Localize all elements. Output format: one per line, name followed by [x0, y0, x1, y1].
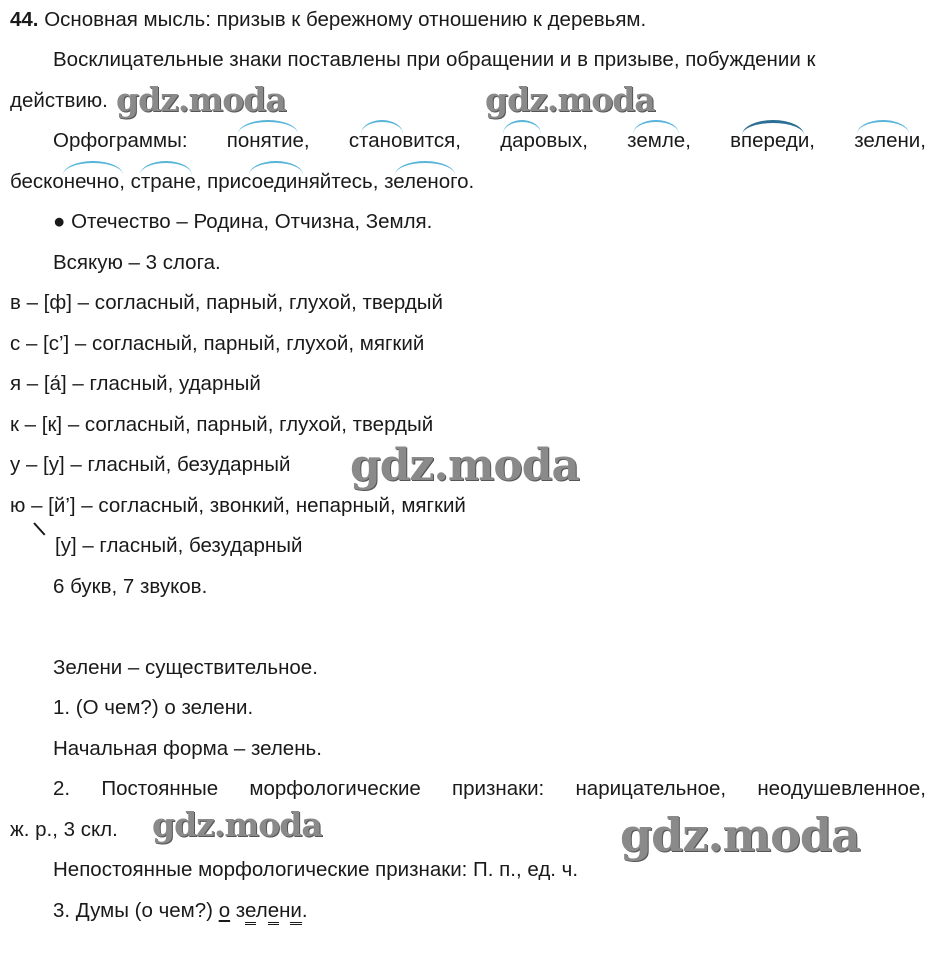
orthograms-label: Орфограммы: — [53, 129, 188, 152]
morph-point-2-end: ж. р., 3 скл. — [10, 818, 118, 841]
root-arc — [140, 161, 192, 175]
phonetic-row: у – [у] – гласный, безударный — [10, 453, 291, 476]
phonetic-row: с – [с’] – согласный, парный, глухой, мягкий — [10, 332, 425, 355]
synonyms-line: ● Отечество – Родина, Отчизна, Земля. — [53, 210, 433, 233]
orthogram-word: зеленого. — [384, 170, 474, 194]
phonetic-row: в – [ф] – согласный, парный, глухой, твердый — [10, 291, 443, 314]
orthogram-word: земле, — [627, 129, 691, 153]
root-arc — [249, 161, 303, 175]
orthograms-line-1 — [53, 129, 926, 153]
orthograms-line-2 — [10, 170, 926, 194]
orthogram-word: даровых, — [500, 129, 588, 153]
orthogram-word: понятие, — [227, 129, 310, 153]
watermark: gdz.moda — [116, 80, 286, 119]
morph-point-1: 1. (О чем?) о зелени. — [53, 696, 254, 719]
orthogram-word: стране, — [131, 170, 202, 194]
root-arc — [503, 120, 541, 134]
orthogram-word: бесконечно, — [10, 170, 125, 194]
syllables-line: Всякую – 3 слога. — [53, 251, 221, 274]
exclamation-line: Восклицательные знаки поставлены при обращении и в призыве, побуждении к — [53, 48, 816, 71]
main-idea-line — [10, 8, 926, 32]
morph-point-3: 3. Думы (о чем?) о зелени. — [53, 899, 926, 923]
morph-initial-form: Начальная форма – зелень. — [53, 737, 322, 760]
root-arc — [361, 120, 403, 134]
root-arc — [742, 120, 804, 135]
branch-stroke — [33, 522, 45, 535]
phonetic-row: ю – [й’] – согласный, звонкий, непарный, мягкий — [10, 494, 466, 517]
phonetic-row: я – [а́] – гласный, ударный — [10, 372, 261, 395]
phonetic-row: к – [к] – согласный, парный, глухой, твердый — [10, 413, 434, 436]
watermark: gdz.moda — [152, 805, 322, 844]
orthogram-word: впереди, — [730, 129, 815, 153]
watermark: gdz.moda — [620, 808, 860, 862]
task-number: 44. — [10, 8, 39, 31]
orthogram-word: зелени, — [854, 129, 926, 153]
root-arc — [238, 120, 298, 134]
morph-nonconstant: Непостоянные морфологические признаки: П. п., ед. ч. — [53, 858, 579, 881]
count-line: 6 букв, 7 звуков. — [53, 575, 208, 598]
orthogram-word: присоединяйтесь, — [207, 170, 378, 194]
morph-point-2: 2. Постоянные морфологические признаки: нарицательное, неодушевленное, — [53, 777, 926, 800]
watermark: gdz.moda — [350, 440, 580, 491]
root-arc — [395, 161, 455, 175]
exclamation-line-end: действию. — [10, 89, 108, 112]
main-idea-text: Основная мысль: призыв к бережному отношению к деревьям. — [38, 8, 647, 31]
watermark: gdz.moda — [485, 80, 655, 119]
orthogram-word: становится, — [349, 129, 461, 153]
root-arc — [63, 161, 123, 175]
phonetic-row: [у] – гласный, безударный — [55, 534, 303, 557]
root-arc — [633, 120, 679, 134]
morph-title: Зелени – существительное. — [53, 656, 318, 679]
preposition-underline: о — [218, 899, 231, 922]
root-arc — [857, 120, 909, 134]
